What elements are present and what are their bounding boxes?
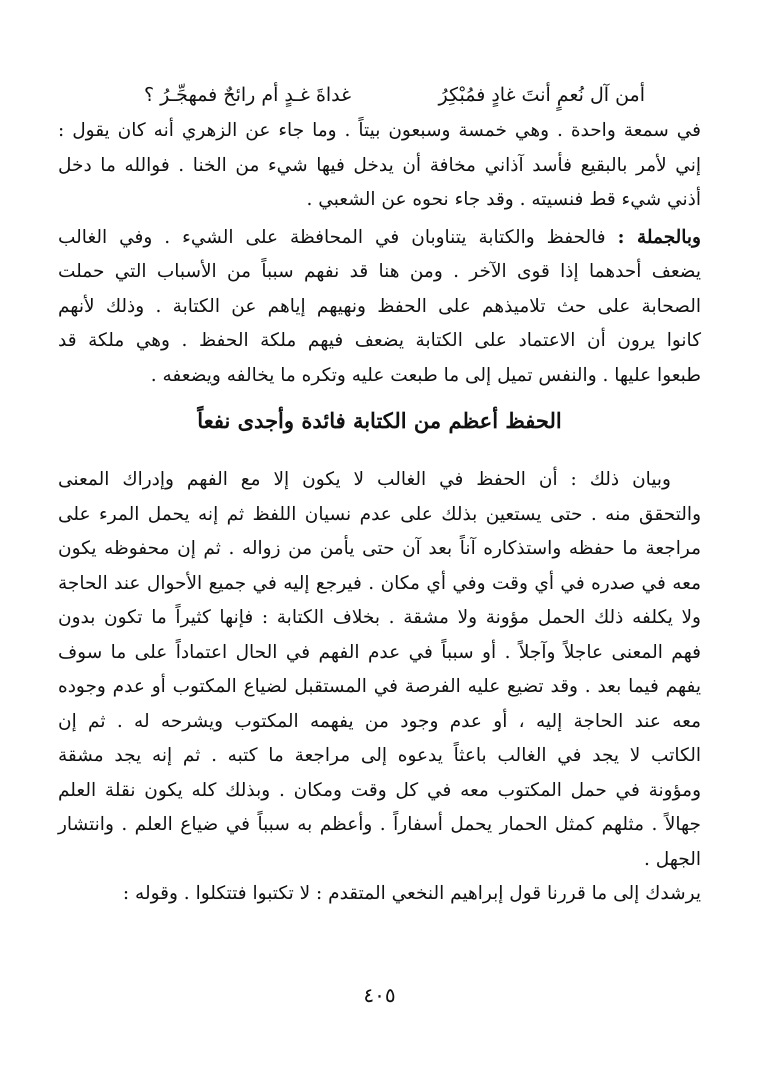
- page-number: ٤٠٥: [363, 983, 396, 1007]
- paragraph-explanation: [58, 463, 701, 877]
- text-line: معه في صدره في أي وقت وفي أي مكان . فيرجع إليه في جميع الأحوال عند الحاجة: [58, 572, 701, 594]
- text-line-rest: فالحفظ والكتابة يتناوبان في المحافظة على الشيء . وفي الغالب: [58, 226, 606, 248]
- poem-verse: [58, 78, 701, 112]
- text-line: الجهل .: [643, 848, 701, 870]
- text-line: ومؤونة في حمل المكتوب معه في كل وقت ومكان . وبذلك كله يكون نقلة العلم: [58, 779, 701, 801]
- text-line: معه عند الحاجة إليه ، أو عدم وجود من يفهمه المكتوب ويشرحه له . ثم إن: [58, 710, 701, 732]
- text-line: [58, 221, 701, 256]
- paragraph-zuhri: [58, 114, 701, 218]
- text-line: يفهم فيما بعد . وقد تضيع عليه الفرصة في المستقبل لضياع المكتوب أو عدم وجوده: [58, 676, 701, 697]
- paragraph-summary: [58, 221, 701, 394]
- text-line: فهم المعنى عاجلاً وآجلاً . أو سبباً في عدم الفهم في الحال اعتماداً على ما سوف: [58, 641, 701, 663]
- bold-lead-word: وبالجملة :: [617, 226, 701, 248]
- text-line: في سمعة واحدة . وهي خمسة وسبعون بيتاً . وما جاء عن الزهري أنه كان يقول :: [58, 120, 701, 141]
- text-line: كانوا يرون أن الاعتماد على الكتابة يضعف فيهم ملكة الحفظ . وهي ملكة قد: [58, 330, 701, 351]
- verse-first-hemistich: أمن آل نُعمٍ أنتَ غادٍ فمُبْكِرُ: [438, 84, 645, 106]
- text-line: أذني شيء قط فنسيته . وقد جاء نحوه عن الشعبي .: [306, 189, 701, 210]
- text-line: والتحقق منه . حتى يستعين بذلك على عدم نسيان اللفظ ثم إنه يحمل المرء على: [58, 503, 701, 525]
- text-line: يضعف أحدهما إذا قوى الآخر . ومن هنا قد نفهم سبباً من الأسباب التي حملت: [58, 261, 701, 282]
- text-line: وبيان ذلك : أن الحفظ في الغالب لا يكون إلا مع الفهم وإدراك المعنى: [58, 469, 671, 490]
- text-line: مراجعة ما حفظه واستذكاره آناً بعد آن حتى يأمن من زواله . ثم إن محفوظه يكون: [58, 538, 701, 559]
- text-line: الصحابة على حث تلاميذهم على الحفظ ونهيهم إياهم عن الكتابة . وذلك لأنهم: [58, 295, 701, 317]
- text-line: ولا يكلفه ذلك الحمل مؤونة ولا مشقة . بخلاف الكتابة : فإنها كثيراً ما تكون بدون: [58, 607, 701, 628]
- text-line: يرشدك إلى ما قررنا قول إبراهيم النخعي المتقدم : لا تكتبوا فتتكلوا . وقوله :: [122, 883, 701, 904]
- text-line: طبعوا عليها . والنفس تميل إلى ما طبعت عليه وتكره ما يخالفه ويضعفه .: [150, 364, 701, 386]
- verse-second-hemistich: غداةَ غـدٍ أم رائحٌ فمهجِّـرُ ؟: [144, 84, 352, 106]
- text-line: الكاتب لا يجد في الغالب باعثاً يدعوه إلى مراجعة ما كتبه . ثم إنه يجد مشقة: [58, 745, 701, 766]
- paragraph-nakhai: [58, 877, 701, 912]
- text-line: جهالاً . مثلهم كمثل الحمار يحمل أسفاراً . وأعظم به سبباً في ضياع العلم . وانتشار: [58, 814, 701, 835]
- section-heading: الحفظ أعظم من الكتابة فائدة وأجدى نفعاً: [197, 408, 562, 433]
- text-line: إني لأمر بالبقيع فأسد آذاني مخافة أن يدخل فيها شيء من الخنا . فوالله ما دخل: [58, 154, 701, 176]
